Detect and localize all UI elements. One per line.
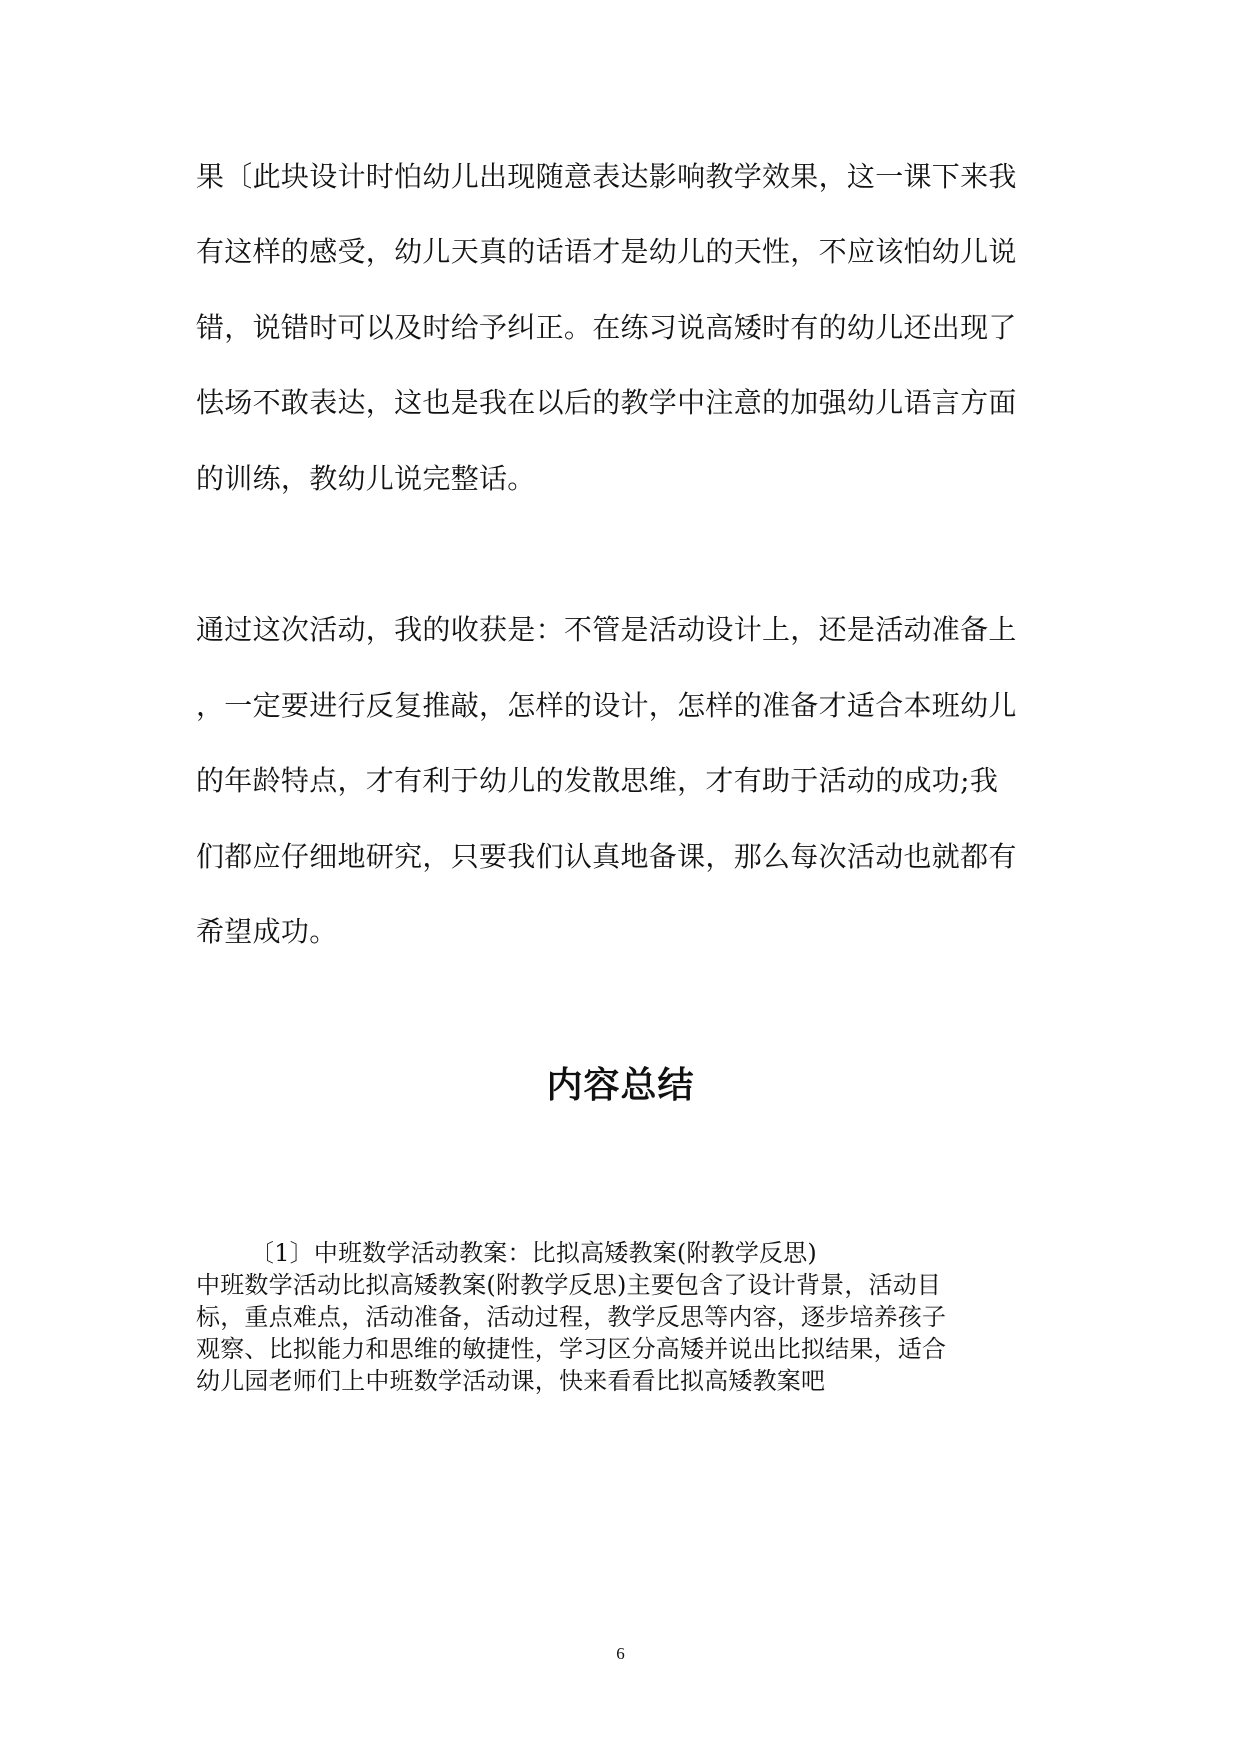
page-number: 6	[616, 1644, 625, 1663]
paragraph-line: 怯场不敢表达，这也是我在以后的教学中注意的加强幼儿语言方面	[196, 386, 1017, 419]
summary-item-line: 标，重点难点，活动准备，活动过程，教学反思等内容，逐步培养孩子	[196, 1303, 947, 1331]
paragraph-line: 通过这次活动，我的收获是：不管是活动设计上，还是活动准备上	[196, 613, 1017, 646]
paragraph-line: 的年龄特点，才有利于幼儿的发散思维，才有助于活动的成功;我	[196, 764, 999, 797]
paragraph-line: ，一定要进行反复推敲，怎样的设计，怎样的准备才适合本班幼儿	[196, 689, 1017, 722]
paragraph-line: 有这样的感受，幼儿天真的话语才是幼儿的天性，不应该怕幼儿说	[196, 235, 1017, 268]
summary-item-line: 观察、比拟能力和思维的敏捷性，学习区分高矮并说出比拟结果，适合	[196, 1335, 947, 1363]
paragraph-line: 们都应仔细地研究，只要我们认真地备课，那么每次活动也就都有	[196, 840, 1017, 873]
paragraph-line: 的训练，教幼儿说完整话。	[196, 462, 536, 495]
summary-title: 内容总结	[546, 1065, 695, 1106]
paragraph-line: 希望成功。	[196, 915, 338, 948]
summary-item-line: 幼儿园老师们上中班数学活动课，快来看看比拟高矮教案吧	[196, 1367, 826, 1395]
summary-item-line: 中班数学活动比拟高矮教案(附教学反思)主要包含了设计背景，活动目	[196, 1271, 942, 1299]
summary-item-heading: 〔1〕中班数学活动教案：比拟高矮教案(附教学反思)	[250, 1239, 817, 1267]
paragraph-line: 果〔此块设计时怕幼儿出现随意表达影响教学效果，这一课下来我	[196, 160, 1017, 193]
paragraph-line: 错，说错时可以及时给予纠正。在练习说高矮时有的幼儿还出现了	[196, 311, 1017, 344]
